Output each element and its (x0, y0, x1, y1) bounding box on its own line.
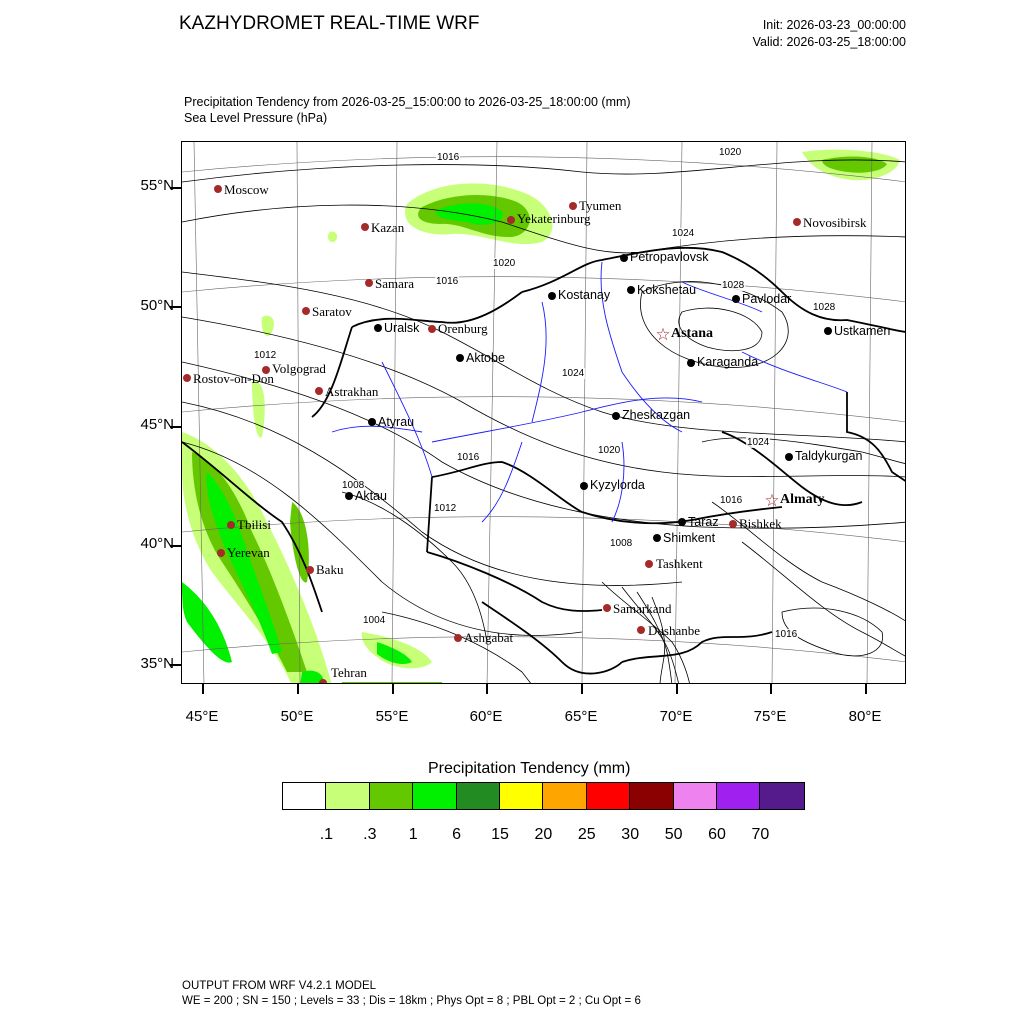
city-label-ashgabat: Ashgabat (464, 630, 514, 645)
lat-label: 50°N (140, 297, 174, 314)
colorbar-swatch (630, 783, 673, 809)
isobar-label: 1028 (813, 302, 836, 313)
colorbar-swatch (370, 783, 413, 809)
city-label-ustkamen: Ustkamen (834, 324, 891, 338)
colorbar-swatch (674, 783, 717, 809)
isobar-label: 1012 (434, 503, 457, 514)
isobar-label: 1016 (775, 629, 798, 640)
lon-label: 45°E (185, 708, 219, 725)
city-label-dushanbe: Dushanbe (648, 623, 700, 638)
lat-label: 35°N (140, 655, 174, 672)
lat-label: 55°N (140, 177, 174, 194)
city-marker (507, 216, 515, 224)
city-marker (785, 453, 793, 461)
colorbar-title: Precipitation Tendency (mm) (428, 760, 631, 777)
colorbar-label: 25 (577, 826, 596, 843)
isobar-label: 1028 (722, 280, 745, 291)
isobar-label: 1020 (719, 147, 742, 158)
city-marker (732, 295, 740, 303)
city-label-uralsk: Uralsk (384, 321, 420, 335)
city-marker (345, 492, 353, 500)
colorbar-swatch (587, 783, 630, 809)
colorbar-swatch (283, 783, 326, 809)
isobar-label: 1016 (457, 452, 480, 463)
lon-label: 65°E (564, 708, 598, 725)
city-marker (824, 327, 832, 335)
colorbar-label: .1 (319, 826, 334, 843)
lon-tick (202, 684, 204, 694)
city-label-rostov: Rostov-on-Don (193, 371, 274, 386)
isobar-label: 1008 (342, 480, 365, 491)
city-marker (361, 223, 369, 231)
city-label-yekaterinburg: Yekaterinburg (517, 211, 591, 226)
colorbar-swatch (413, 783, 456, 809)
city-label-moscow: Moscow (224, 182, 269, 197)
city-label-kazan: Kazan (371, 220, 405, 235)
colorbar-label: 20 (534, 826, 553, 843)
city-label-petropavlovsk: Petropavlovsk (630, 250, 709, 264)
slp-subtitle: Sea Level Pressure (hPa) (184, 111, 328, 125)
map-title: KAZHYDROMET REAL-TIME WRF (179, 13, 480, 34)
city-marker (319, 679, 327, 684)
city-marker (217, 549, 225, 557)
city-marker (306, 566, 314, 574)
capital-star-icon: ☆ (764, 491, 780, 511)
colorbar-label: 30 (621, 826, 640, 843)
city-marker (678, 518, 686, 526)
lon-tick (865, 684, 867, 694)
city-label-karaganda: Karaganda (697, 355, 759, 369)
colorbar-swatch (717, 783, 760, 809)
city-marker (627, 286, 635, 294)
city-marker (569, 202, 577, 210)
lon-label: 60°E (469, 708, 503, 725)
city-label-bishkek: Bishkek (739, 516, 782, 531)
colorbar-label: 50 (664, 826, 683, 843)
city-label-aktobe: Aktobe (466, 351, 505, 365)
lat-label: 40°N (140, 535, 174, 552)
city-marker (456, 354, 464, 362)
isobar-label: 1024 (747, 437, 770, 448)
isobar-label: 1004 (363, 615, 386, 626)
city-marker (227, 521, 235, 529)
colorbar-swatch (543, 783, 586, 809)
colorbar-swatch (760, 783, 803, 809)
valid-time: Valid: 2026-03-25_18:00:00 (752, 35, 906, 49)
city-marker (645, 560, 653, 568)
city-marker (603, 604, 611, 612)
city-label-kokshetau: Kokshetau (637, 283, 697, 297)
city-marker (315, 387, 323, 395)
colorbar-swatch (500, 783, 543, 809)
init-time: Init: 2026-03-23_00:00:00 (762, 18, 906, 32)
lon-tick (297, 684, 299, 694)
city-label-baku: Baku (316, 562, 344, 577)
city-label-tehran: Tehran (331, 665, 367, 680)
isobar-label: 1020 (598, 445, 621, 456)
city-marker (428, 325, 436, 333)
city-label-tashkent: Tashkent (656, 556, 703, 571)
city-marker (454, 634, 462, 642)
city-marker (580, 482, 588, 490)
city-label-samara: Samara (375, 276, 414, 291)
isobar-label: 1016 (720, 495, 743, 506)
city-label-shimkent: Shimkent (663, 531, 716, 545)
city-label-saratov: Saratov (312, 304, 352, 319)
city-label-atyrau: Atyrau (378, 415, 415, 429)
colorbar-swatch (457, 783, 500, 809)
city-label-astrakhan: Astrakhan (325, 384, 379, 399)
city-marker (653, 534, 661, 542)
colorbar-label: .3 (363, 826, 377, 843)
isobar-label: 1016 (436, 276, 459, 287)
city-label-kostanay: Kostanay (558, 288, 611, 302)
city-marker (374, 324, 382, 332)
city-label-orenburg: Orenburg (438, 321, 488, 336)
isobar-label: 1008 (610, 538, 633, 549)
colorbar-label: 6 (452, 826, 462, 843)
lon-label: 55°E (375, 708, 409, 725)
city-label-almaty: Almaty (780, 492, 825, 507)
colorbar (282, 782, 805, 810)
isobar-label: 1020 (493, 258, 516, 269)
city-marker (183, 374, 191, 382)
city-label-taldykurgan: Taldykurgan (795, 449, 863, 463)
city-label-volgograd: Volgograd (272, 361, 326, 376)
isobar-label: 1024 (562, 368, 585, 379)
lon-label: 70°E (659, 708, 693, 725)
colorbar-label: 70 (751, 826, 770, 843)
city-label-samarkand: Samarkand (613, 601, 672, 616)
lat-label: 45°N (140, 416, 174, 433)
city-label-novosibirsk: Novosibirsk (803, 215, 867, 230)
lon-tick (581, 684, 583, 694)
city-marker (729, 520, 737, 528)
city-label-kyzylorda: Kyzylorda (590, 478, 645, 492)
city-marker (637, 626, 645, 634)
isobar-label: 1016 (437, 152, 460, 163)
footer-model: OUTPUT FROM WRF V4.2.1 MODEL (182, 980, 377, 992)
city-marker (548, 292, 556, 300)
precipitation-fields (182, 150, 900, 684)
footer-config: WE = 200 ; SN = 150 ; Levels = 33 ; Dis = 18km ; Phys Opt = 8 ; PBL Opt = 2 ; Cu Opt = 6 (182, 995, 641, 1007)
city-marker (214, 185, 222, 193)
city-label-astana: Astana (671, 326, 714, 341)
colorbar-label: 60 (708, 826, 726, 843)
colorbar-label: 1 (408, 826, 418, 843)
precip-subtitle: Precipitation Tendency from 2026-03-25_15:00:00 to 2026-03-25_18:00:00 (mm) (184, 95, 631, 109)
city-label-aktau: Aktau (355, 489, 387, 503)
city-marker (612, 412, 620, 420)
city-marker (793, 218, 801, 226)
city-marker (368, 418, 376, 426)
capital-star-icon: ☆ (655, 325, 671, 345)
lon-label: 80°E (848, 708, 882, 725)
city-label-taraz: Taraz (688, 515, 719, 529)
colorbar-swatch (326, 783, 369, 809)
lon-label: 50°E (280, 708, 314, 725)
lon-tick (770, 684, 772, 694)
city-label-tyumen: Tyumen (579, 198, 622, 213)
lon-tick (486, 684, 488, 694)
city-label-tbilisi: Tbilisi (237, 517, 271, 532)
lon-label: 75°E (753, 708, 787, 725)
lon-tick (676, 684, 678, 694)
city-label-pavlodar: Pavlodar (742, 292, 792, 306)
city-marker (365, 279, 373, 287)
city-marker (687, 359, 695, 367)
isobar-label: 1012 (254, 350, 277, 361)
map-panel (181, 141, 906, 684)
colorbar-label: 15 (491, 826, 509, 843)
city-marker (302, 307, 310, 315)
city-label-zheskazgan: Zheskazgan (622, 408, 691, 422)
lon-tick (392, 684, 394, 694)
city-label-yerevan: Yerevan (227, 545, 270, 560)
isobar-label: 1024 (672, 228, 695, 239)
city-marker (620, 254, 628, 262)
